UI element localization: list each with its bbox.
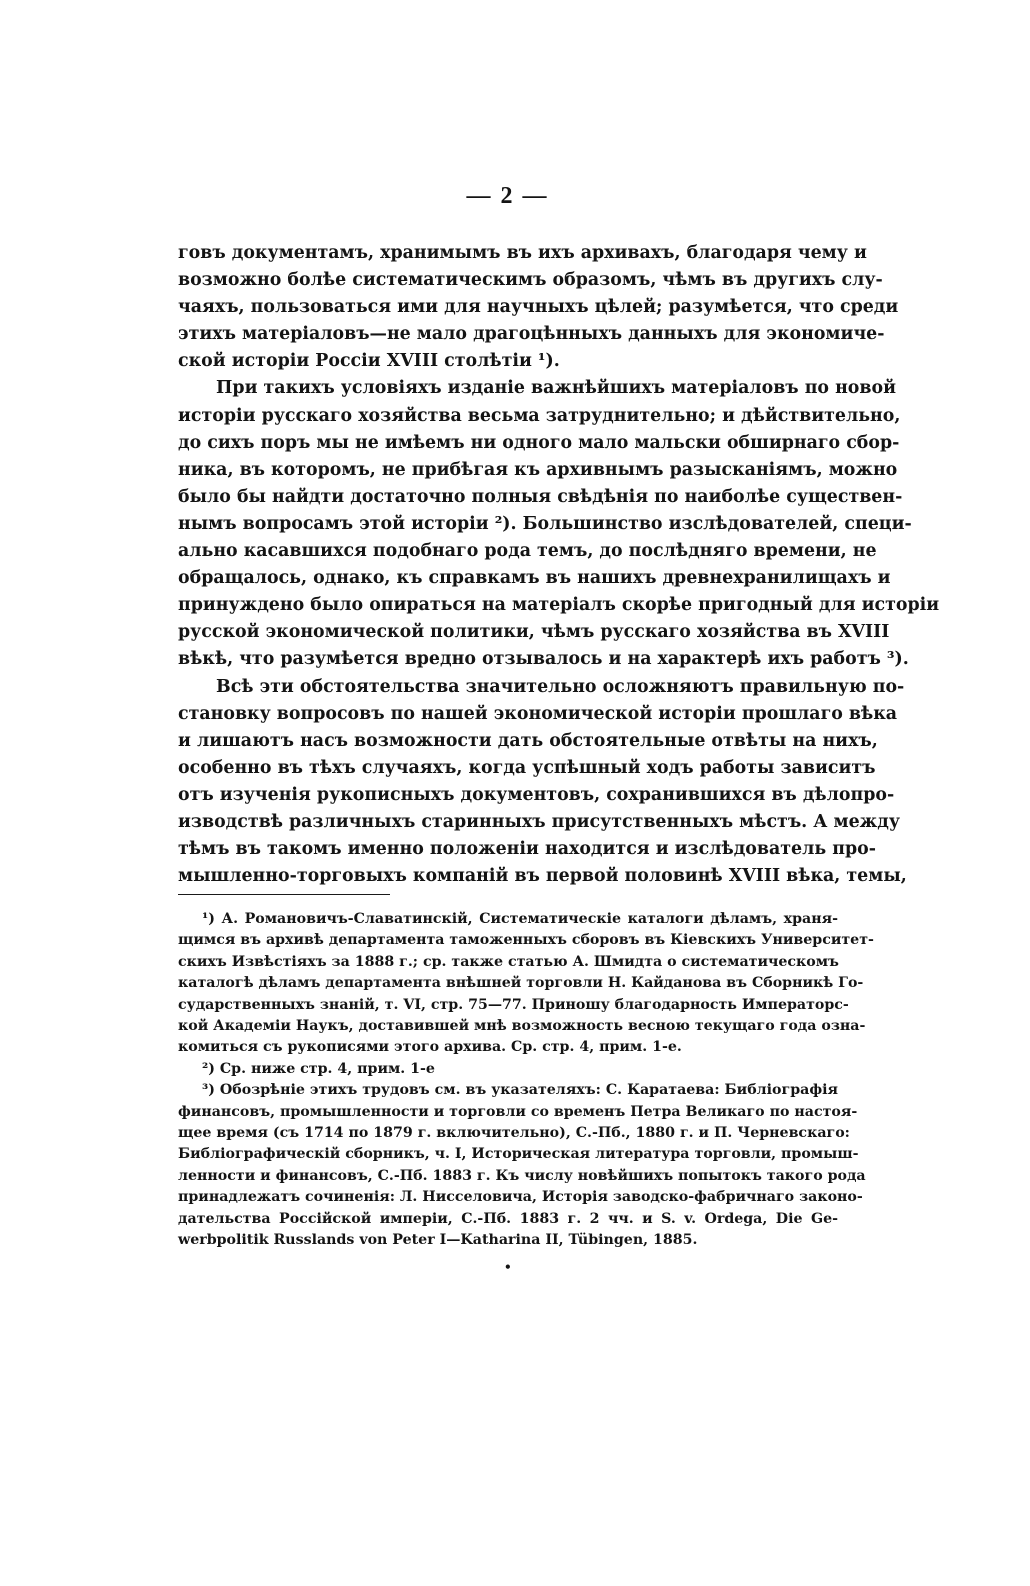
body-line: нымъ вопросамъ этой исторіи ²). Большинство изслѣдователей, специ- (178, 513, 912, 534)
body-line: ально касавшихся подобнаго рода темъ, до послѣдняго времени, не (178, 541, 877, 562)
body-line: мышленно-торговыхъ компаній въ первой половинѣ XVIII вѣка, темы, (178, 866, 907, 887)
footnotes (178, 909, 874, 1252)
body-line: и лишаютъ насъ возможности дать обстоятельные отвѣты на нихъ, (178, 730, 878, 751)
body-line: вѣкѣ, что разумѣется вредно отзывалось и на характерѣ ихъ работъ ³). (178, 649, 909, 670)
footnote-line: щимся въ архивѣ департамента таможенныхъ сборовъ въ Кіевскихъ Университет- (178, 932, 874, 949)
body-line: становку вопросовъ по нашей экономической исторіи прошлаго вѣка (178, 703, 898, 724)
footnote-line: Библіографическій сборникъ, ч. I, Историческая литература торговли, промыш- (178, 1146, 859, 1163)
footnote-line: комиться съ рукописями этого архива. Ср. стр. 4, прим. 1-е. (178, 1039, 682, 1056)
footnote-line: кой Академіи Наукъ, доставившей мнѣ возможность весною текущаго года озна- (178, 1018, 866, 1035)
footnote-divider (178, 894, 390, 895)
footnote-line: принадлежатъ сочиненія: Л. Нисселовича, Исторія заводско-фабричнаго законо- (178, 1189, 863, 1206)
footnote-line: сударственныхъ знаній, т. VI, стр. 75—77. Приношу благодарность Императорс- (178, 996, 849, 1013)
print-mark-icon: • (504, 1260, 512, 1274)
footnote-line: werbpolitik Russlands von Peter I—Katharina II, Tübingen, 1885. (178, 1232, 698, 1249)
body-line: ника, въ которомъ, не прибѣгая къ архивнымъ разысканіямъ, можно (178, 459, 898, 480)
body-line: было бы найдти достаточно полныя свѣдѣнія по наиболѣе существен- (178, 486, 903, 507)
body-line: до сихъ поръ мы не имѣемъ ни одного мало мальски обширнаго сбор- (178, 432, 900, 453)
footnote-line: скихъ Извѣстіяхъ за 1888 г.; ср. также статью А. Шмидта о систематическомъ (178, 953, 839, 970)
body-line: изводствѣ различныхъ старинныхъ присутственныхъ мѣстъ. А между (178, 811, 900, 832)
footnote-line: щее время (съ 1714 по 1879 г. включительно), С.-Пб., 1880 г. и П. Черневскаго: (178, 1125, 850, 1142)
body-line: Всѣ эти обстоятельства значительно осложняютъ правильную по- (216, 676, 905, 697)
footnote-line: каталогѣ дѣламъ департамента внѣшней торговли Н. Кайданова въ Сборникѣ Го- (178, 975, 864, 992)
footnote-line: ²) Ср. ниже стр. 4, прим. 1-е (202, 1060, 435, 1077)
body-line: возможно болѣе систематическимъ образомъ, чѣмъ въ другихъ слу- (178, 270, 883, 291)
body-line: тѣмъ въ такомъ именно положеніи находится и изслѣдователь про- (178, 839, 876, 860)
body-line: При такихъ условіяхъ изданіе важнѣйшихъ матеріаловъ по новой (216, 378, 896, 399)
footnote-line: ¹) А. Романовичъ-Славатинскій, Систематическіе каталоги дѣламъ, храня- (202, 911, 838, 927)
footnote-line: финансовъ, промышленности и торговли со временъ Петра Великаго по настоя- (178, 1103, 858, 1120)
body-line: обращалось, однако, къ справкамъ въ нашихъ древнехранилищахъ и (178, 568, 891, 589)
body-line: принуждено было опираться на матеріалъ скорѣе пригодный для исторіи (178, 595, 940, 616)
body-line: этихъ матеріаловъ—не мало драгоцѣнныхъ данныхъ для экономиче- (178, 324, 885, 345)
body-line: особенно въ тѣхъ случаяхъ, когда успѣшный ходъ работы зависитъ (178, 757, 876, 778)
page-number: — 2 — (466, 183, 549, 209)
body-line: русской экономической политики, чѣмъ русскаго хозяйства въ XVIII (178, 622, 890, 643)
body-line: отъ изученія рукописныхъ документовъ, сохранившихся въ дѣлопро- (178, 784, 895, 805)
body-line: ской исторіи Россіи XVIII столѣтіи ¹). (178, 351, 560, 372)
footnote-line: ³) Обозрѣніе этихъ трудовъ см. въ указателяхъ: С. Каратаева: Библіографія (202, 1082, 838, 1099)
body-line: исторіи русскаго хозяйства весьма затруднительно; и дѣйствительно, (178, 405, 901, 426)
body-line: чаяхъ, пользоваться ими для научныхъ цѣлей; разумѣется, что среди (178, 297, 899, 318)
body-line: говъ документамъ, хранимымъ въ ихъ архивахъ, благодаря чему и (178, 243, 867, 263)
footnote-line: ленности и финансовъ, С.-Пб. 1883 г. Къ числу новѣйшихъ попытокъ такого рода (178, 1167, 866, 1184)
body-text (178, 240, 940, 890)
footnote-line: дательства Россійской имперіи, С.-Пб. 1883 г. 2 чч. и S. v. Ordega, Die Ge- (178, 1210, 838, 1227)
